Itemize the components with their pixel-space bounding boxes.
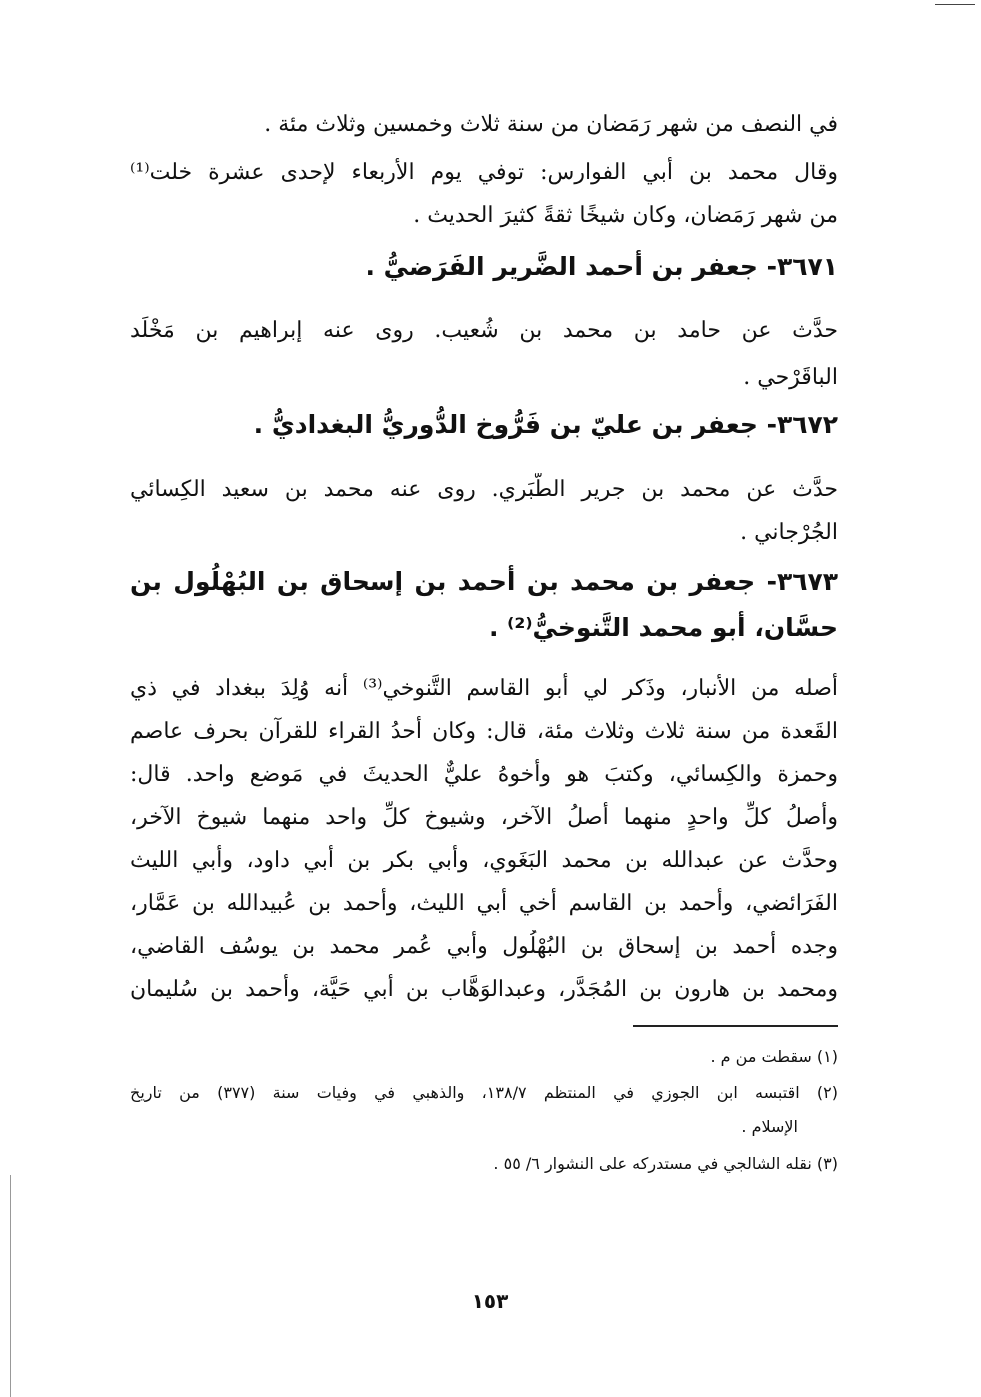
text-line: حدَّث عن محمد بن جرير الطَّبَري. روى عنه محمد بن سعيد الكِسائي <box>130 477 838 502</box>
text-line: وأصلُ كلِّ واحدٍ منهما أصلُ الآخر، وشيوخ كلِّ واحد منهما شيوخ الآخر، <box>130 805 838 830</box>
text-line: وحمزة والكِسائي، وكتبَ هو وأخوهُ عليٌّ الحديثَ في مَوضع واحد. قال: <box>130 762 838 787</box>
text-line: القَعدة من سنة ثلاث وثلاث مئة، قال: وكان أحدُ القراء للقرآن بحرف عاصم <box>130 719 838 744</box>
footnote: (٢) اقتبسه ابن الجوزي في المنتظم ١٣٨/٧، والذهبي في وفيات سنة (٣٧٧) من تاريخ <box>130 1083 838 1102</box>
text-line: ومحمد بن هارون بن المُجَدَّر، وعبدالوَهَّاب بن أبي حَيَّة، وأحمد بن سُليمان <box>130 977 838 1002</box>
footnote: (٣) نقله الشالجي في مستدركه على النشوار ٦/ ٥٥ . <box>493 1154 838 1173</box>
text-line: وقال محمد بن أبي الفوارس: توفي يوم الأربعاء لإحدى عشرة خلت⁽¹⁾ <box>130 160 838 185</box>
footnote-continuation: الإسلام . <box>741 1117 798 1136</box>
text-line: الفَرَائضي، وأحمد بن القاسم أخي أبي الليث، وأحمد بن عُبيدالله بن عَمَّار، <box>130 891 838 916</box>
footnote-separator <box>633 1025 838 1027</box>
text-line: وجده أحمد بن إسحاق بن البُهْلُول وأبي عُمر محمد بن يوسُف القاضي، <box>130 934 838 959</box>
text-line: من شهر رَمَضان، وكان شيخًا ثقةً كثيرَ الحديث . <box>413 203 838 228</box>
text-line: الباقَرْحي . <box>743 365 838 390</box>
entry-heading: ٣٦٧٢- جعفر بن عليّ بن فَرُّوخ الدُّوريُّ البغداديُّ . <box>253 410 838 439</box>
text-line: أصله من الأنبار، وذَكر لي أبو القاسم التَّنوخي⁽³⁾ أنه وُلِدَ ببغداد في ذي <box>130 676 838 701</box>
footnote: (١) سقطت من م . <box>710 1047 838 1066</box>
entry-heading: ٣٦٧١- جعفر بن أحمد الضَّرير الفَرَضيُّ . <box>365 252 838 281</box>
text-line: حدَّث عن حامد بن محمد بن شُعيب. روى عنه إبراهيم بن مَخْلَد <box>130 318 838 343</box>
text-line: في النصف من شهر رَمَضان من سنة ثلاث وخمسين وثلاث مئة . <box>264 112 838 137</box>
entry-heading-continuation: حسَّان، أبو محمد التَّنوخيُّ⁽²⁾ . <box>488 613 838 642</box>
scan-edge-line <box>10 1175 11 1397</box>
page-number: ١٥٣ <box>471 1289 509 1313</box>
corner-rule <box>935 4 975 5</box>
entry-heading: ٣٦٧٣- جعفر بن محمد بن أحمد بن إسحاق بن البُهْلُول بن <box>130 567 838 596</box>
text-line: وحدَّث عن عبدالله بن محمد البَغَوي، وأبي بكر بن أبي داود، وأبي الليث <box>130 848 838 873</box>
text-line: الجُرْجاني . <box>740 520 838 545</box>
